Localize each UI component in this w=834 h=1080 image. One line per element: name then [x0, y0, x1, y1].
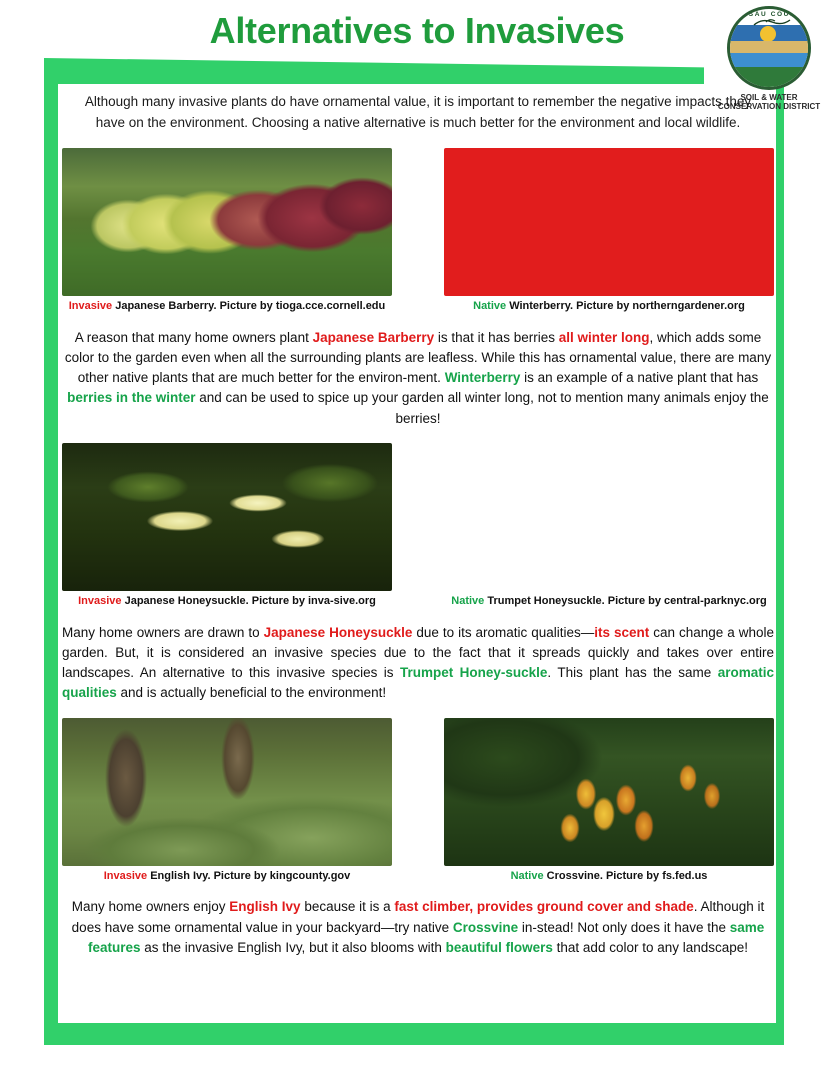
- crossvine-photo: [444, 718, 774, 866]
- native-tag: Native: [510, 869, 544, 882]
- logo-emblem-icon: [727, 6, 811, 90]
- invasive-tag: Invasive: [78, 594, 122, 607]
- logo-arc-text: NASSAU COUNTY: [730, 11, 808, 18]
- left-accent-bar: [44, 60, 58, 1045]
- right-accent-bar: [776, 60, 784, 1045]
- bird-icon: [752, 17, 792, 29]
- document-body: [62, 92, 774, 958]
- text-run: , which adds some color to the garden even when all the surrounding plants are leafless. While this has ornamental value, there are many other native plants that are much better for the environ-ment.: [64, 329, 772, 386]
- caption-text: Japanese Barberry. Picture by tioga.cce.cornell.edu: [112, 299, 386, 312]
- section-2-images: [62, 443, 774, 609]
- text-run: . This plant has the same: [547, 665, 718, 681]
- trumpet-honeysuckle-photo: [444, 443, 774, 591]
- text-run-highlight: same features: [87, 919, 765, 955]
- caption-text: Japanese Honeysuckle. Picture by inva-sive.org: [121, 594, 376, 607]
- text-run-highlight: Trumpet Honey-suckle: [399, 665, 548, 681]
- text-run: is that it has berries: [434, 329, 559, 345]
- logo-caption-line1: SOIL & WATER: [740, 93, 798, 102]
- text-run: because it is a: [300, 899, 395, 915]
- caption-text: Crossvine. Picture by fs.fed.us: [543, 869, 708, 882]
- text-run-highlight: berries in the winter: [67, 390, 196, 406]
- text-run: can change a whole garden. But, it is considered an invasive species due to the fact that it spreads quickly and takes over entire landscapes. An alternative to this invasive species is: [62, 624, 774, 681]
- text-run: is an example of a native plant that has: [520, 370, 759, 386]
- text-run-highlight: aromatic qualities: [62, 665, 774, 701]
- english-ivy-caption: [62, 870, 392, 884]
- winterberry-caption: [444, 300, 774, 314]
- text-run-highlight: Japanese Barberry: [312, 329, 435, 345]
- section-3-left: [62, 718, 392, 884]
- page-title: Alternatives to Invasives: [209, 10, 625, 51]
- crossvine-caption: [444, 870, 774, 884]
- japanese-barberry-caption: [62, 300, 392, 314]
- section-1-images: [62, 148, 774, 314]
- text-run: . Although it does have some ornamental value in your backyard—try native: [71, 899, 765, 935]
- text-run-highlight: all winter long: [558, 329, 650, 345]
- text-run: and is actually beneficial to the environment!: [116, 685, 387, 701]
- text-run: due to its aromatic qualities—: [412, 624, 595, 640]
- text-run: that add color to any landscape!: [552, 939, 749, 955]
- english-ivy-photo: [62, 718, 392, 866]
- intro-paragraph: Although many invasive plants do have ornamental value, it is important to remember the negative impacts they have on the environment. Choosing a native alternative is much better for the environment and local wildlife.: [84, 94, 752, 130]
- text-run-highlight: English Ivy: [229, 899, 301, 915]
- section-2-right: [444, 443, 774, 609]
- section-2-paragraph: [62, 623, 774, 704]
- native-tag: Native: [451, 594, 485, 607]
- japanese-barberry-photo: [62, 148, 392, 296]
- invasive-tag: Invasive: [103, 869, 148, 882]
- trumpet-honeysuckle-caption: [444, 595, 774, 609]
- section-2-left: [62, 443, 392, 609]
- section-1-paragraph: [62, 328, 774, 429]
- section-3-images: [62, 718, 774, 884]
- text-run: A reason that many home owners plant: [74, 329, 313, 345]
- section-3-paragraph: [62, 897, 774, 958]
- text-run-highlight: beautiful flowers: [445, 939, 553, 955]
- section-3-right: [444, 718, 774, 884]
- invasive-tag: Invasive: [68, 299, 113, 312]
- section-1-right: [444, 148, 774, 314]
- text-run: Many home owners are drawn to: [62, 624, 264, 640]
- text-run: Many home owners enjoy: [71, 899, 230, 915]
- text-run: in-stead! Not only does it have the: [518, 919, 730, 935]
- top-accent-band: [44, 58, 704, 84]
- text-run: as the invasive English Ivy, but it also blooms with: [140, 939, 446, 955]
- caption-text: Trumpet Honeysuckle. Picture by central-parknyc.org: [484, 594, 767, 607]
- text-run-highlight: Crossvine: [452, 919, 519, 935]
- japanese-honeysuckle-photo: [62, 443, 392, 591]
- text-run-highlight: its scent: [594, 624, 650, 640]
- logo-caption-line2: CONSERVATION DISTRICT: [717, 102, 821, 112]
- native-tag: Native: [473, 299, 507, 312]
- text-run-highlight: Winterberry: [444, 370, 521, 386]
- caption-text: English Ivy. Picture by kingcounty.gov: [147, 869, 351, 882]
- caption-text: Winterberry. Picture by northerngardener.org: [506, 299, 745, 312]
- text-run-highlight: fast climber, provides ground cover and shade: [394, 899, 694, 915]
- winterberry-photo: [444, 148, 774, 296]
- bottom-accent-band: [44, 1023, 784, 1045]
- section-1-left: [62, 148, 392, 314]
- text-run-highlight: Japanese Honeysuckle: [263, 624, 413, 640]
- text-run: and can be used to spice up your garden all winter long, not to mention many animals enjoy the berries!: [195, 390, 769, 426]
- japanese-honeysuckle-caption: [62, 595, 392, 609]
